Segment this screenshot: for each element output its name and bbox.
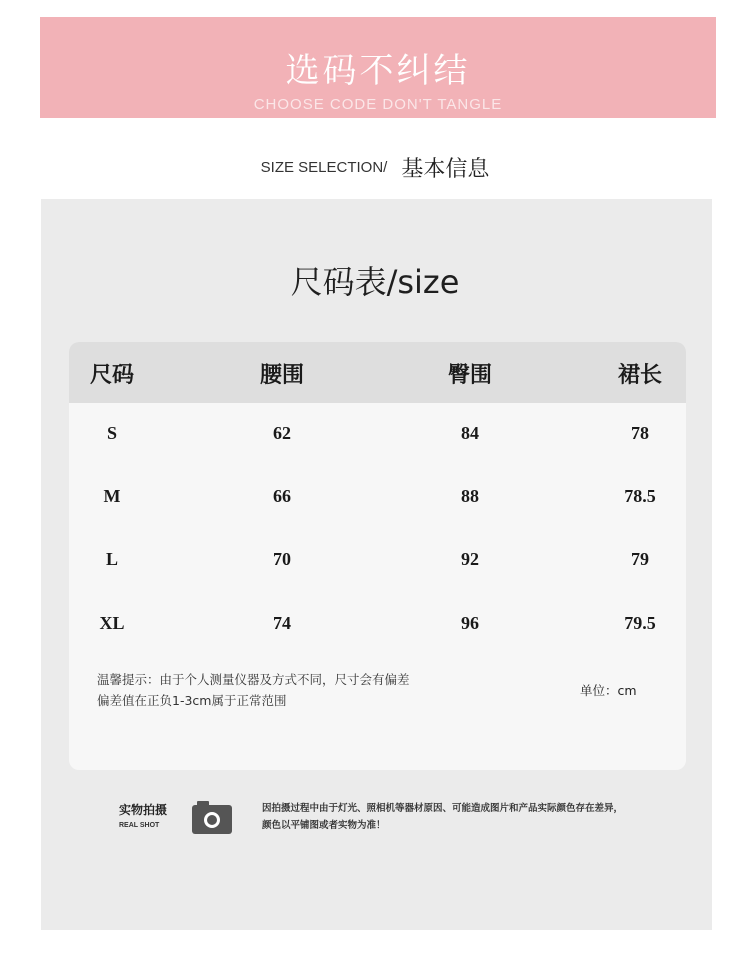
cell-hip: 84 [461, 423, 479, 443]
color-disclaimer [262, 800, 682, 834]
measurement-note [97, 669, 477, 711]
cell-hip: 88 [461, 486, 479, 506]
cell-size: M [103, 486, 121, 506]
cell-waist: 66 [273, 486, 291, 506]
unit-label: 单位：cm [580, 683, 637, 698]
header-size: 尺码 [89, 363, 135, 388]
disclaimer-line-1: 因拍摄过程中由于灯光、照相机等器材原因、可能造成图片和产品实际颜色存在差异， [262, 803, 624, 814]
cell-length: 78.5 [624, 486, 656, 506]
cell-hip: 92 [461, 549, 479, 569]
title-banner [40, 17, 716, 118]
camera-icon [191, 800, 233, 835]
size-table-title: 尺码表/size [290, 263, 460, 301]
real-shot-en: REAL SHOT [119, 822, 160, 829]
real-shot-cn: 实物拍摄 [119, 803, 168, 817]
cell-size: S [106, 423, 118, 443]
banner-title: 选码不纠结 [285, 51, 471, 91]
table-header [69, 342, 686, 403]
banner-subtitle: CHOOSE CODE DON'T TANGLE [253, 96, 503, 113]
header-waist: 腰围 [259, 363, 305, 388]
cell-length: 79 [631, 549, 649, 569]
note-line-1: 温馨提示：由于个人测量仪器及方式不同，尺寸会有偏差 [97, 672, 410, 687]
cell-waist: 70 [273, 549, 291, 569]
cell-waist: 74 [273, 613, 291, 633]
section-label-en: SIZE SELECTION/ [260, 159, 388, 176]
cell-length: 78 [631, 423, 649, 443]
header-hip: 臀围 [447, 363, 493, 388]
cell-waist: 62 [273, 423, 291, 443]
size-table [69, 342, 686, 770]
cell-hip: 96 [461, 613, 479, 633]
section-heading [0, 152, 750, 183]
section-label-cn: 基本信息 [401, 157, 490, 182]
header-length: 裙长 [617, 363, 663, 388]
cell-size: XL [99, 613, 125, 633]
note-line-2: 偏差值在正负1-3cm属于正常范围 [97, 693, 287, 708]
disclaimer-line-2: 颜色以平铺图或者实物为准！ [262, 820, 386, 831]
real-shot-label [119, 801, 167, 829]
cell-size: L [105, 549, 119, 569]
cell-length: 79.5 [624, 613, 656, 633]
